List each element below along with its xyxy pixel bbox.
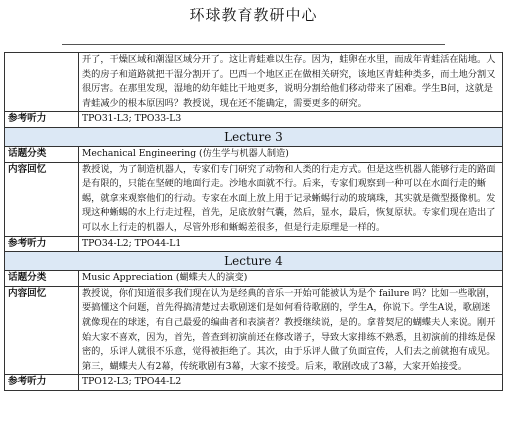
lecture-notes-table bbox=[4, 52, 503, 391]
reference-listening-value: TPO12-L3; TPO44-L2 bbox=[79, 375, 503, 391]
table-row bbox=[5, 375, 503, 391]
content-recall-label: 内容回忆 bbox=[5, 286, 79, 375]
table-row bbox=[5, 146, 503, 162]
reference-listening-label: 参考听力 bbox=[5, 236, 79, 252]
topic-category-value: Mechanical Engineering (仿生学与机器人制造) bbox=[79, 146, 503, 162]
header-divider bbox=[62, 44, 445, 45]
table-row bbox=[5, 236, 503, 252]
table-row bbox=[5, 162, 503, 236]
content-recall-label: 内容回忆 bbox=[5, 162, 79, 236]
table-row bbox=[5, 112, 503, 128]
topic-category-value: Music Appreciation (蝴蝶夫人的演变) bbox=[79, 271, 503, 287]
reference-listening-value: TPO31-L3; TPO33-L3 bbox=[79, 112, 503, 128]
page-title: 环球教育教研中心 bbox=[189, 6, 318, 24]
reference-listening-label: 参考听力 bbox=[5, 375, 79, 391]
content-recall-value: 教授说，你们知道很多我们现在认为是经典的音乐一开始可能被认为是个 failure 吗？比如一些歌剧，要搞懂这个问题，首先得搞清楚过去歌剧迷们是如何看待歌剧的，学生A，你说下。学生A说，歌剧迷就像现在的球迷，有自己最爱的编曲者和表演者？教授继续说，是的。拿普契尼的蝴蝶夫人来说。刚开始大家不喜欢，因为，首先，普查到初演前还在修改谱子，导致大家排练不熟悉，且初演前的排练是保密的，乐评人就很不乐意，觉得被拒绝了。其次，由于乐评人做了负面宣传，人们去之前就抱有成见。第三，蝴蝶夫人有2幕，传统歌剧有3幕，大家不接受。后来，歌剧改成了3幕，大家开始接受。 bbox=[79, 286, 503, 375]
row-key-empty bbox=[5, 53, 79, 112]
reference-listening-label: 参考听力 bbox=[5, 112, 79, 128]
reference-listening-value: TPO34-L2; TPO44-L1 bbox=[79, 236, 503, 252]
lecture-header-row bbox=[5, 252, 503, 271]
lecture-3-title: Lecture 3 bbox=[5, 127, 503, 146]
lecture-header-row bbox=[5, 127, 503, 146]
topic-category-label: 话题分类 bbox=[5, 271, 79, 287]
lecture-4-title: Lecture 4 bbox=[5, 252, 503, 271]
content-recall-value: 教授说，为了制造机器人，专家们专门研究了动物和人类的行走方式。但是这些机器人能够行走的路面是有限的，只能在坚硬的地面行走。沙地水面就不行。后来，专家们观察到一种可以在水面行走的蜥蜴，就拿来观察他们的行动。专家在水面上放上用于记录蜥蜴行动的玻璃珠，其实就是微型摄像机。发现这种蜥蜴的水上行走过程，首先，足底放射气囊，然后，显水，最后，恢复原状。专家们现在造出了可以水上行走的机器人，尽管外形和蜥蜴差很多，但是行走原理是一样的。 bbox=[79, 162, 503, 236]
content-recall-continued: 开了，干燥区域和潮湿区域分开了。这让青蛙难以生存。因为，蛙卵在水里，而成年青蛙活在陆地。人类的房子和道路就把干湿分割开了。巴西一个地区正在做相关研究，该地区青蛙种类多，而土地分割又很厉害。在那里发现，湿地的幼年蛙比干地更多，说明分割给他们移动带来了困难。学生B问，这就是青蛙减少的根本原因吗？教授说，现在还不能确定，需要更多的研究。 bbox=[79, 53, 503, 112]
table-row bbox=[5, 286, 503, 375]
topic-category-label: 话题分类 bbox=[5, 146, 79, 162]
table-row bbox=[5, 271, 503, 287]
table-row bbox=[5, 53, 503, 112]
